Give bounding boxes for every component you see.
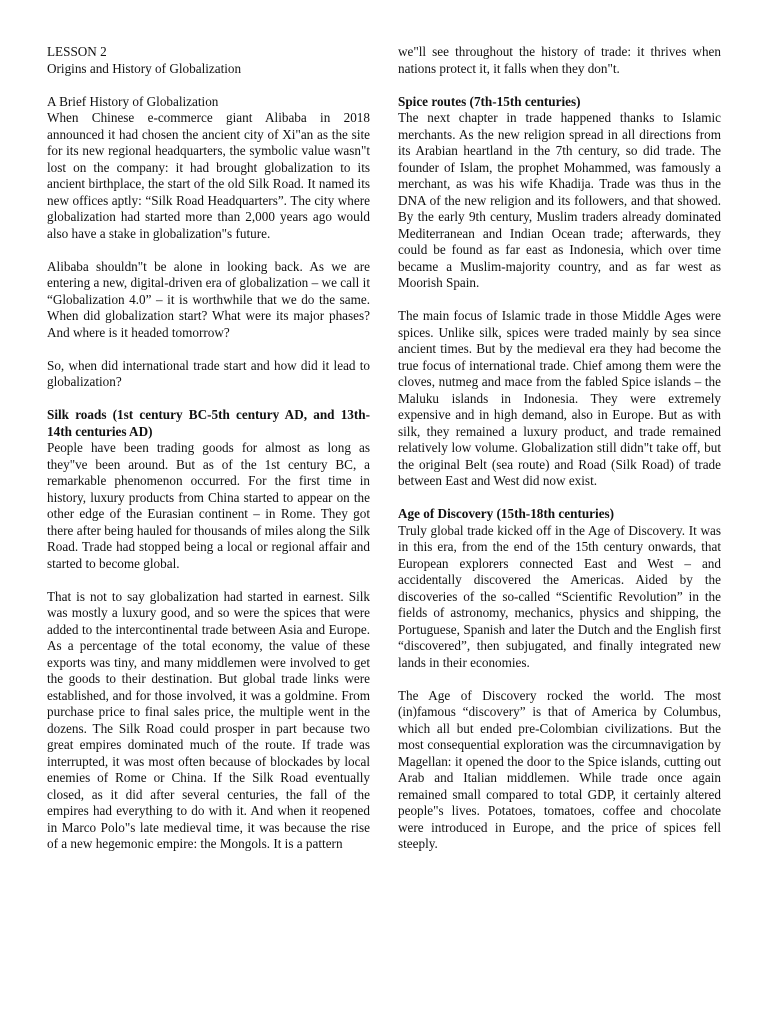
spacer	[47, 77, 370, 94]
intro-paragraph-2: Alibaba shouldn"t be alone in looking back. As we are entering a new, digital-driven era of globalization – we call it “Globalization 4.0” – it is worthwhile that we do the same. When did globalization start? What were its major phases? And where is it headed tomorrow?	[47, 258, 370, 340]
left-column	[47, 44, 370, 853]
intro-paragraph-1: When Chinese e-commerce giant Alibaba in 2018 announced it had chosen the ancient city of Xi"an as the site for its new regional headquarters, the symbolic value wasn"t lost on the company: it had brought globalization to its ancient birthplace, the start of the old Silk Road. It named its new offices aptly: “Silk Road Headquarters”. The city where globalization had started more than 2,000 years ago would also have a stake in globalization"s future.	[47, 110, 370, 241]
right-column	[398, 44, 721, 869]
lesson-label: LESSON 2	[47, 44, 107, 59]
intro-heading: A Brief History of Globalization	[47, 93, 219, 109]
silk-roads-paragraph-2: That is not to say globalization had started in earnest. Silk was mostly a luxury good, and so were the spices that were added to the intercontinental trade between Asia and Europe. As a percentage of the total economy, the value of these exports was tiny, and many middlemen were involved to get the goods to their destination. But global trade links were established, and for those involved, it was a goldmine. From purchase price to final sales price, the multiple went in the dozens. The Silk Road could prosper in part because two great empires dominated much of the route. If trade was interrupted, it was most often because of blockades by local enemies of Rome or China. If the Silk Road eventually closed, as it did after several centuries, the fall of the empires had everything to do with it. And when it reopened in Marco Polo"s late medieval time, it was because the rise of a new hegemonic empire: the Mongols. It is a pattern	[47, 588, 370, 851]
spice-routes-heading: Spice routes (7th-15th centuries)	[398, 93, 581, 109]
silk-roads-paragraph-1: People have been trading goods for almost as long as they"ve been around. But as of the 1st century BC, a remarkable phenomenon occurred. For the first time in history, luxury products from China started to appear on the other edge of the Eurasian continent – in Rome. They got there after being hauled for thousands of miles along the Silk Road. Trade had stopped being a local or regional affair and started to become global.	[47, 440, 370, 571]
age-of-discovery-paragraph-2: The Age of Discovery rocked the world. The most (in)famous “discovery” is that of America by Columbus, which all but ended pre-Colombian civilizations. But the most consequential exploration was the circumnavigation by Magellan: it opened the door to the Spice islands, cutting out Arab and Italian middlemen. While trade once again remained small compared to total GDP, it certainly altered people"s lives. Potatoes, tomatoes, coffee and chocolate were introduced in Europe, and the price of spices fell steeply.	[398, 687, 721, 851]
spice-routes-paragraph-2: The main focus of Islamic trade in those Middle Ages were spices. Unlike silk, spices were traded mainly by sea since ancient times. But by the medieval era they had become the true focus of international trade. Chief among them were the cloves, nutmeg and mace from the fabled Spice islands – the Maluku islands in Indonesia. They were extremely expensive and in high demand, also in Europe. But as with silk, they remained a luxury product, and trade remained relatively low volume. Globalization still didn"t take off, but the original Belt (sea route) and Road (Silk Road) of trade between East and West did now exist.	[398, 308, 721, 488]
silk-roads-heading: Silk roads (1st century BC-5th century AD, and 13th-14th centuries AD)	[47, 407, 370, 439]
age-of-discovery-heading: Age of Discovery (15th-18th centuries)	[398, 506, 615, 521]
spice-routes-paragraph-1: The next chapter in trade happened thanks to Islamic merchants. As the new religion spread in all directions from its Arabian heartland in the 7th century, so did trade. The founder of Islam, the prophet Mohammed, was famously a merchant, as was his wife Khadija. Trade was thus in the DNA of the new religion and its followers, and that showed. By the early 9th century, Muslim traders already dominated Mediterranean and Indian Ocean trade; afterwards, they could be found as far east as Indonesia, which over time became a Muslim-majority country, and as far west as Moorish Spain.	[398, 110, 721, 290]
age-of-discovery-paragraph-1: Truly global trade kicked off in the Age of Discovery. It was in this era, from the end of the 15th century onwards, that European explorers connected East and West – and accidentally discovered the Americas. Aided by the discoveries of the so-called “Scientific Revolution” in the fields of astronomy, mechanics, physics and shipping, the Portuguese, Spanish and later the Dutch and the English first “discovered”, then subjugated, and finally integrated new lands in their economies.	[398, 522, 721, 670]
intro-paragraph-3: So, when did international trade start and how did it lead to globalization?	[47, 357, 370, 389]
silk-roads-paragraph-2-continued: we"ll see throughout the history of trade: it thrives when nations protect it, it falls when they don"t.	[398, 44, 721, 76]
lesson-title: Origins and History of Globalization	[47, 60, 242, 76]
